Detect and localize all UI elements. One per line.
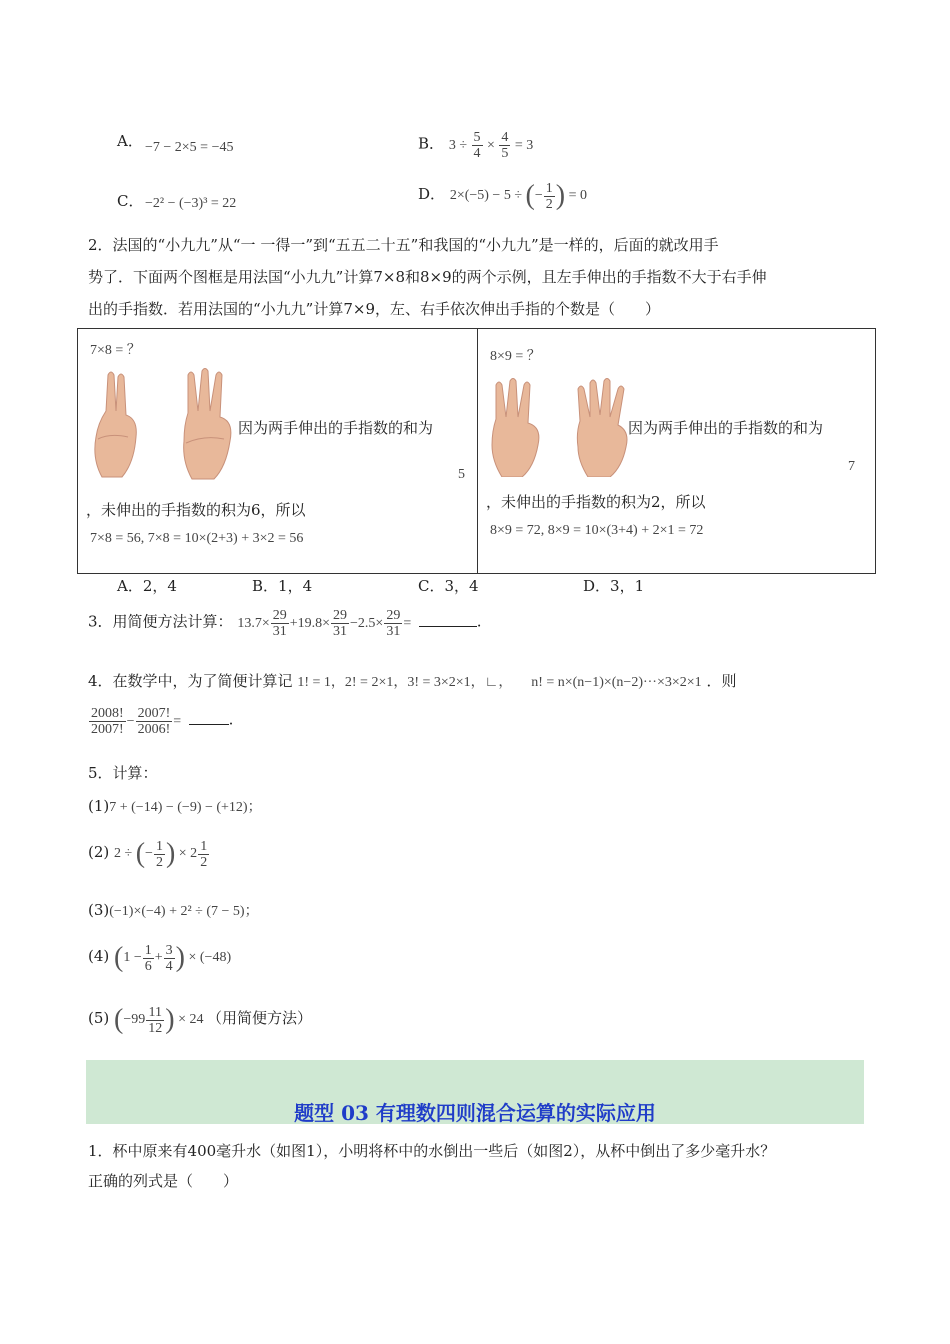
numerator: 1: [200, 838, 208, 854]
part-label: (1): [88, 797, 110, 815]
right-hand-four-fingers-icon: [574, 377, 636, 477]
part-label: (4): [88, 947, 110, 966]
numerator: 29: [272, 608, 287, 623]
q4-line-2: [88, 706, 233, 737]
expr-part: 3 ÷: [448, 137, 467, 153]
fraction: [136, 706, 173, 737]
denominator: 6: [144, 958, 152, 974]
denominator: 2: [155, 854, 163, 870]
denominator: 5: [501, 146, 509, 161]
denominator: 31: [272, 624, 287, 639]
expr-part: +: [154, 950, 163, 966]
q4-definitions: 1! = 1，2! = 2×1，3! = 3×2×1，∟，: [297, 675, 513, 690]
numerator: 5: [473, 130, 481, 145]
fraction: [499, 130, 510, 161]
left-hand-three-fingers-icon: [488, 377, 550, 477]
expr-part: +19.8×: [289, 615, 331, 631]
fraction: [271, 608, 289, 639]
expr-part: =: [173, 713, 182, 729]
expr-part: 2×(−5) − 5 ÷: [449, 188, 523, 204]
part-note: （用简便方法）: [207, 1009, 313, 1028]
numerator: 1: [545, 180, 553, 196]
q4-end: .: [228, 710, 234, 729]
right-box-formula: 8×9 = 72, 8×9 = 10×(3+4) + 2×1 = 72: [490, 523, 704, 538]
paren: (: [114, 1004, 124, 1035]
part-expr: 7 + (−14) − (−9) − (+12)；: [109, 800, 262, 815]
box-divider: [477, 329, 478, 573]
paren: ): [555, 180, 566, 211]
q2-option-d: D．3，1: [583, 577, 645, 595]
paren: (: [525, 180, 535, 211]
option-label: D．: [418, 185, 446, 204]
expr-part: ×: [487, 137, 495, 153]
paren: ): [175, 942, 185, 973]
q5-part-2: [88, 838, 210, 870]
q2-line-3: 出的手指数．若用法国的“小九九”计算7×9，左、右手依次伸出手指的个数是（ ）: [88, 300, 660, 318]
left-box-product-text: ，未伸出的手指数的积为6，所以: [86, 501, 306, 519]
q2-line-2: 势了．下面两个图框是用法国“小九九”计算7×8和8×9的两个示例，且左手伸出的手指数不大于右手伸: [88, 268, 767, 286]
s1-line-2: 正确的列式是（ ）: [88, 1172, 239, 1190]
left-box-question: 7×8 = ？: [90, 343, 141, 358]
numerator: 1: [144, 942, 152, 958]
paren: (: [114, 942, 124, 973]
q2-option-c: C．3，4: [418, 577, 479, 595]
q5-part-4: [88, 942, 231, 974]
fraction: [89, 706, 126, 737]
part-expr: 2 ÷ (− $\frac{1}{2}$ ) × 2 $\frac{1}{2}$: [114, 838, 208, 870]
q4-general-formula: n! = n×(n−1)×(n−2)···×3×2×1: [531, 675, 702, 690]
option-label: B．: [418, 134, 445, 153]
right-hand-three-fingers-icon: [178, 367, 242, 481]
denominator: 4: [165, 958, 173, 974]
paren: ): [165, 1004, 175, 1035]
expr-part: × (−48): [188, 950, 232, 966]
expr-part: −2.5×: [350, 615, 384, 631]
expr-part: −99: [123, 1012, 146, 1028]
option-label: C．: [117, 192, 144, 210]
paren: (: [135, 838, 146, 869]
numerator: 2007!: [137, 706, 171, 721]
q3-end: .: [476, 612, 482, 631]
q1-option-d: [418, 180, 587, 212]
right-box-reason: 因为两手伸出的手指数的和为: [628, 419, 824, 437]
q2-option-a: A．2，4: [117, 577, 177, 595]
q4-then: ．则: [706, 672, 737, 690]
left-hand-two-fingers-icon: [88, 367, 150, 479]
fraction: [154, 839, 165, 870]
q1-option-c-expr: −2² − (−3)³ = 22: [145, 196, 237, 211]
q5-part-1: [88, 796, 262, 816]
left-box-formula: 7×8 = 56, 7×8 = 10×(2+3) + 3×2 = 56: [90, 531, 304, 546]
answer-blank[interactable]: [189, 712, 229, 725]
left-box-sum: 5: [458, 467, 465, 482]
q4-line-1: [88, 670, 736, 691]
expr-part: 2 ÷: [114, 846, 133, 862]
part-label: (2): [88, 843, 110, 862]
denominator: 31: [333, 624, 348, 639]
numerator: 11: [146, 1005, 164, 1021]
part-label: (3): [88, 901, 110, 919]
q5-title: 5．计算：: [88, 764, 158, 782]
q1-option-b: [418, 130, 533, 161]
numerator: 4: [501, 130, 509, 145]
numerator: 29: [333, 608, 348, 623]
q1-option-c: [117, 190, 143, 211]
denominator: 2006!: [137, 722, 171, 737]
expr-part: = 3: [514, 137, 534, 153]
denominator: 2: [545, 196, 553, 212]
expr-part: 1 −: [123, 950, 142, 966]
q2-line-1: 2．法国的“小九九”从“一 一得一”到“五五二十五”和我国的“小九九”是一样的，后面的就改用手: [88, 236, 719, 254]
left-box-reason: 因为两手伸出的手指数的和为: [238, 419, 434, 437]
numerator: 3: [165, 942, 173, 958]
q2-option-b: B．1，4: [252, 577, 313, 595]
expr-part: × 2: [178, 846, 198, 862]
fraction: [198, 839, 209, 870]
q1-option-a-expr: −7 − 2×5 = −45: [145, 140, 234, 155]
answer-blank[interactable]: [419, 614, 477, 627]
part-expr: (−1)×(−4) + 2² ÷ (7 − 5)；: [109, 904, 259, 919]
paren: ): [165, 838, 176, 869]
q3-expr: [237, 608, 414, 639]
fraction: [384, 608, 402, 639]
q1-option-a: [117, 130, 143, 151]
fraction: [331, 608, 349, 639]
q5-part-5: [88, 1004, 312, 1036]
expr-part: 13.7×: [237, 615, 270, 631]
denominator: 12: [148, 1020, 163, 1036]
part-expr: [114, 1004, 207, 1036]
expr-part: =: [403, 615, 412, 631]
fraction: [164, 943, 175, 974]
denominator: 2007!: [91, 722, 124, 737]
q2-example-box: [77, 328, 876, 574]
expr-part: = 0: [568, 188, 587, 204]
expr-part: × 24: [178, 1012, 204, 1028]
q1-option-b-expr: [448, 130, 534, 161]
fraction: [143, 943, 154, 974]
fraction: [544, 181, 555, 212]
q3: [88, 608, 482, 639]
s1-line-1: 1．杯中原来有400毫升水（如图1），小明将杯中的水倒出一些后（如图2），从杯中倒出了多少毫升水？: [88, 1142, 776, 1160]
right-box-product-text: ，未伸出的手指数的积为2，所以: [486, 493, 706, 511]
right-box-question: 8×9 = ？: [490, 349, 541, 364]
right-box-sum: 7: [848, 459, 855, 474]
q3-prefix: 3．用简便方法计算：: [88, 612, 233, 631]
fraction: [472, 130, 483, 161]
fraction: [146, 1005, 164, 1036]
q1-option-d-expr: 2×(−5) − 5 ÷ (− $\frac{1}{2}$ ) = 0: [449, 180, 587, 212]
part-expr: [114, 942, 232, 974]
numerator: 1: [155, 838, 163, 854]
q4-expr: [88, 706, 185, 737]
denominator: 2: [200, 854, 208, 870]
expr-part: −: [126, 713, 135, 729]
option-label: A．: [117, 132, 143, 150]
denominator: 31: [386, 624, 401, 639]
numerator: 29: [386, 608, 401, 623]
q4-prefix: 4．在数学中，为了简便计算记: [88, 672, 293, 690]
q5-part-3: [88, 900, 259, 920]
numerator: 2008!: [91, 706, 124, 721]
section-title: 题型 03 有理数四则混合运算的实际应用: [294, 1101, 656, 1125]
part-label: (5): [88, 1009, 110, 1028]
denominator: 4: [473, 146, 481, 161]
